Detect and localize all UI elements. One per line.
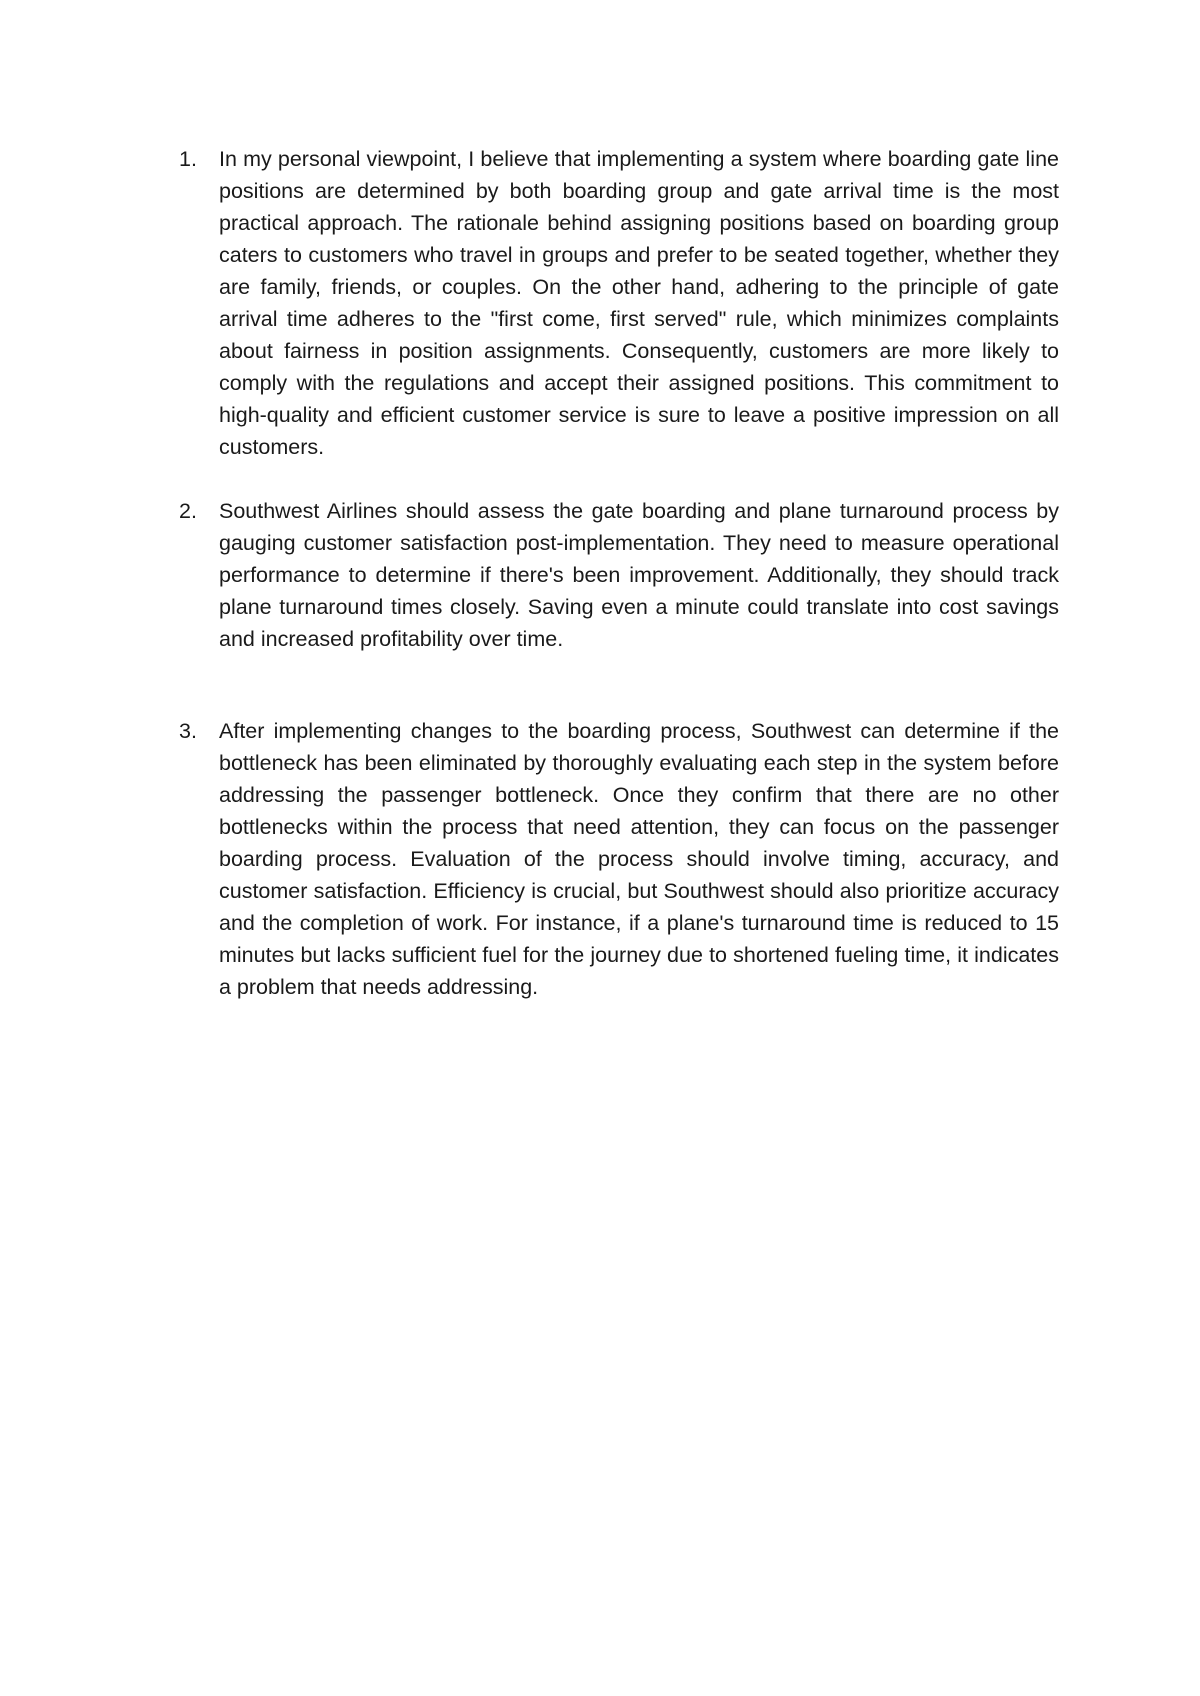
answer-number-2: 2.	[179, 499, 197, 523]
answer-item-1	[179, 143, 1059, 463]
numbered-answer-list	[179, 143, 1059, 1003]
answer-item-2	[179, 495, 1059, 655]
answer-text-3: After implementing changes to the boarding process, Southwest can determine if the bottleneck has been eliminated by thoroughly evaluating each step in the system before addressing the passenger bottleneck. Once they confirm that there are no other bottlenecks within the process that need attention, they can focus on the passenger boarding process. Evaluation of the process should involve timing, accuracy, and customer satisfaction. Efficiency is crucial, but Southwest should also prioritize accuracy and the completion of work. For instance, if a plane's turnaround time is reduced to 15 minutes but lacks sufficient fuel for the journey due to shortened fueling time, it indicates a problem that needs addressing.	[219, 719, 1059, 999]
answer-item-3	[179, 715, 1059, 1003]
answer-number-3: 3.	[179, 719, 197, 743]
answer-number-1: 1.	[179, 147, 197, 171]
answer-text-1: In my personal viewpoint, I believe that implementing a system where boarding gate line positions are determined by both boarding group and gate arrival time is the most practical approach. The rationale behind assigning positions based on boarding group caters to customers who travel in groups and prefer to be seated together, whether they are family, friends, or couples. On the other hand, adhering to the principle of gate arrival time adheres to the "first come, first served" rule, which minimizes complaints about fairness in position assignments. Consequently, customers are more likely to comply with the regulations and accept their assigned positions. This commitment to high-quality and efficient customer service is sure to leave a positive impression on all customers.	[219, 147, 1059, 459]
answer-text-2: Southwest Airlines should assess the gate boarding and plane turnaround process by gauging customer satisfaction post-implementation. They need to measure operational performance to determine if there's been improvement. Additionally, they should track plane turnaround times closely. Saving even a minute could translate into cost savings and increased profitability over time.	[219, 499, 1059, 651]
